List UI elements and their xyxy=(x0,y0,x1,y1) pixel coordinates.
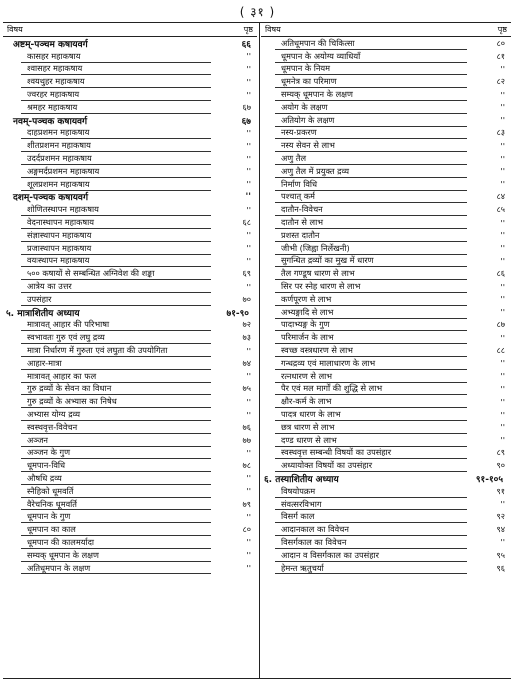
entry-page: '' xyxy=(500,230,505,241)
entry-title: दातौन-विवेचन xyxy=(281,204,323,215)
entry-page: '' xyxy=(500,153,505,164)
entry-title: औषधि द्रव्य xyxy=(27,472,62,483)
entry-page: '' xyxy=(246,447,251,458)
entry-title: निर्माण विधि xyxy=(281,178,318,189)
entry-title: विसर्गकाल का विवेचन xyxy=(281,536,347,547)
entry-page: ७५ xyxy=(242,383,251,394)
contents-entry xyxy=(3,549,257,562)
entry-page: '' xyxy=(500,422,505,433)
left-column xyxy=(3,23,257,574)
entry-title: अङ्गमर्दप्रशमन महाकषाय xyxy=(27,165,100,176)
entry-page: '' xyxy=(500,396,505,407)
contents-entry xyxy=(261,370,511,383)
entry-title: दाहप्रशमन महाकषाय xyxy=(27,127,90,138)
entry-page: '' xyxy=(246,473,251,484)
contents-entry xyxy=(3,101,257,114)
chapter-row xyxy=(3,306,257,319)
entry-page: '' xyxy=(246,255,251,266)
entry-page: '' xyxy=(500,537,505,548)
contents-entry xyxy=(261,306,511,319)
entry-page: '' xyxy=(245,191,251,202)
contents-entry xyxy=(261,459,511,472)
entry-title: नस्य सेवन से लाभ xyxy=(281,140,335,151)
contents-entry xyxy=(261,357,511,370)
entry-page: '' xyxy=(500,383,505,394)
entry-title: कर्णपूरण से लाभ xyxy=(281,293,332,304)
contents-entry xyxy=(261,331,511,344)
entry-title: छत्र धारण से लाभ xyxy=(281,421,335,432)
entry-page: ७९ xyxy=(242,498,251,509)
contents-entry xyxy=(261,536,511,549)
contents-entry xyxy=(261,229,511,242)
entry-page: '' xyxy=(500,63,505,74)
entry-title: धूमपान की कालमर्यादा xyxy=(27,536,95,547)
entry-title: विषयोपक्रम xyxy=(281,485,316,496)
entry-title: नस्य-प्रकरण xyxy=(281,127,317,138)
entry-title: वेदनास्थापन महाकषाय xyxy=(27,217,94,228)
contents-entry xyxy=(3,523,257,536)
contents-entry xyxy=(3,229,257,242)
entry-page: '' xyxy=(246,371,251,382)
entry-page: '' xyxy=(500,89,505,100)
right-rows xyxy=(261,37,511,574)
entry-title: श्रमहर महाकषाय xyxy=(27,101,78,112)
chapter-row xyxy=(261,472,511,485)
contents-entry xyxy=(3,50,257,63)
contents-entry xyxy=(3,216,257,229)
contents-table xyxy=(3,22,511,679)
entry-page: '' xyxy=(246,563,251,574)
entry-title: प्रजास्थापन महाकषाय xyxy=(27,242,92,253)
entry-title: ५. मात्राशितीय अध्याय xyxy=(6,308,80,319)
contents-entry xyxy=(261,75,511,88)
entry-title: मात्रावत् आहार का फल xyxy=(27,370,97,381)
contents-entry xyxy=(3,498,257,511)
entry-title: उदर्दप्रशमन महाकषाय xyxy=(27,153,92,164)
entry-title: शोणितस्थापन महाकषाय xyxy=(27,204,99,215)
contents-entry xyxy=(3,267,257,280)
contents-entry xyxy=(261,485,511,498)
entry-title: आत्रेय का उत्तर xyxy=(27,281,72,292)
contents-entry xyxy=(261,421,511,434)
entry-title: धूमपान के गुण xyxy=(27,511,71,522)
contents-entry xyxy=(3,395,257,408)
entry-page: ८८ xyxy=(496,345,505,356)
entry-title: ज्वरहर महाकषाय xyxy=(27,89,80,100)
entry-title: धूमपान के नियम xyxy=(281,63,331,74)
left-page-header: पृष्ठ xyxy=(243,25,253,34)
entry-page: ९६ xyxy=(496,562,505,573)
entry-title: स्वभावतः गुरु एवं लघु द्रव्य xyxy=(27,332,105,343)
entry-page: '' xyxy=(246,243,251,254)
entry-page: '' xyxy=(500,371,505,382)
entry-title: क्षौर-कर्म के लाभ xyxy=(281,396,332,407)
entry-title: श्वासहर महाकषाय xyxy=(27,63,83,74)
entry-page: '' xyxy=(246,140,251,151)
entry-page: ७८ xyxy=(242,460,251,471)
entry-title: अतिधूमपान के लक्षण xyxy=(27,562,91,573)
entry-title: अध्यायोक्त विषयों का उपसंहार xyxy=(281,460,373,471)
entry-title: अभ्यङ्गादि से लाभ xyxy=(281,306,334,317)
entry-page: '' xyxy=(246,179,251,190)
entry-page: '' xyxy=(246,230,251,241)
entry-title: पादत्र धारण के लाभ xyxy=(281,409,341,419)
entry-page: ८६ xyxy=(496,268,505,279)
entry-page: '' xyxy=(500,409,505,420)
contents-entry xyxy=(3,75,257,88)
contents-entry xyxy=(261,280,511,293)
entry-title: शूलप्रशमन महाकषाय xyxy=(27,178,90,189)
section-heading-row xyxy=(3,191,257,204)
entry-page: '' xyxy=(246,76,251,87)
section-heading-row xyxy=(3,114,257,127)
entry-page: ९१-१०५ xyxy=(475,475,503,485)
contents-entry xyxy=(261,562,511,575)
entry-page: ७० xyxy=(242,293,251,304)
entry-title: दशम्-पञ्चक कषायवर्ग xyxy=(13,193,89,204)
entry-title: वैरेचनिक धूमवर्ति xyxy=(27,498,77,509)
entry-title: सुगन्धित द्रव्यों का मुख में धारण xyxy=(281,255,374,266)
entry-page: '' xyxy=(246,396,251,407)
column-divider xyxy=(259,23,260,678)
entry-title: वयःस्थापन महाकषाय xyxy=(27,255,90,266)
entry-title: सिर पर स्नेह धारण से लाभ xyxy=(281,281,361,292)
entry-page: '' xyxy=(246,89,251,100)
entry-page: ९४ xyxy=(496,524,505,535)
contents-entry xyxy=(3,319,257,332)
contents-entry xyxy=(261,203,511,216)
contents-entry xyxy=(3,434,257,447)
entry-page: ६७ xyxy=(242,101,251,112)
contents-entry xyxy=(3,178,257,191)
contents-entry xyxy=(261,88,511,101)
entry-title: दण्ड धारण से लाभ xyxy=(281,434,337,445)
right-column xyxy=(261,23,511,574)
entry-title: अञ्जन xyxy=(27,434,48,445)
entry-title: मात्रा निर्धारण में गुरुता एवं लघुता की उपयोगिता xyxy=(27,345,168,356)
contents-entry xyxy=(3,165,257,178)
entry-page: '' xyxy=(500,435,505,446)
contents-entry xyxy=(261,383,511,396)
entry-page: '' xyxy=(500,499,505,510)
contents-entry xyxy=(261,216,511,229)
entry-title: रत्नधारण से लाभ xyxy=(281,370,332,381)
entry-title: संवत्सरविभाग xyxy=(281,498,322,509)
entry-page: '' xyxy=(246,486,251,497)
entry-page: ७६ xyxy=(242,421,251,432)
section-heading-row xyxy=(3,37,257,50)
contents-entry xyxy=(3,472,257,485)
entry-page: ७७ xyxy=(242,434,251,445)
entry-title: सम्यक् धूमपान के लक्षण xyxy=(27,549,99,560)
entry-page: '' xyxy=(246,153,251,164)
entry-page: '' xyxy=(246,345,251,356)
left-rows xyxy=(3,37,257,574)
contents-entry xyxy=(261,37,511,50)
contents-entry xyxy=(3,331,257,344)
contents-entry xyxy=(261,191,511,204)
contents-entry xyxy=(261,447,511,460)
entry-page: '' xyxy=(500,358,505,369)
entry-page: ९१ xyxy=(496,485,505,496)
contents-entry xyxy=(261,267,511,280)
entry-page: '' xyxy=(500,217,505,228)
entry-page: '' xyxy=(246,166,251,177)
entry-page: ९२ xyxy=(496,511,505,522)
contents-entry xyxy=(3,447,257,460)
entry-title: नवम्-पञ्चक कषायवर्ग xyxy=(13,116,88,127)
contents-entry xyxy=(261,255,511,268)
contents-entry xyxy=(3,280,257,293)
entry-page: '' xyxy=(246,63,251,74)
contents-entry xyxy=(3,63,257,76)
entry-page: '' xyxy=(500,243,505,254)
contents-entry xyxy=(261,510,511,523)
contents-entry xyxy=(3,459,257,472)
entry-page: ७१-९० xyxy=(226,308,249,319)
contents-entry xyxy=(261,523,511,536)
entry-page: '' xyxy=(500,294,505,305)
contents-entry xyxy=(261,242,511,255)
entry-title: अष्टम्-पञ्चम कषायवर्ग xyxy=(13,39,88,50)
contents-entry xyxy=(261,152,511,165)
entry-title: शीतप्रशमन महाकषाय xyxy=(27,140,91,151)
entry-page: ८२ xyxy=(496,76,505,87)
entry-page: '' xyxy=(500,255,505,266)
entry-title: धूमपान का काल xyxy=(27,524,76,535)
entry-page: ६७ xyxy=(241,116,251,127)
entry-page: ८९ xyxy=(496,447,505,458)
entry-page: '' xyxy=(246,537,251,548)
entry-title: श्वयथुहर महाकषाय xyxy=(27,76,85,87)
contents-entry xyxy=(261,101,511,114)
contents-entry xyxy=(3,152,257,165)
contents-entry xyxy=(3,127,257,140)
entry-page: '' xyxy=(500,179,505,190)
entry-page: ८१ xyxy=(496,50,505,61)
entry-title: प्रशस्त दातौन xyxy=(281,229,320,240)
contents-entry xyxy=(3,421,257,434)
entry-page: '' xyxy=(246,409,251,420)
contents-entry xyxy=(3,357,257,370)
entry-page: ९० xyxy=(496,460,505,471)
right-column-header xyxy=(261,23,511,37)
contents-entry xyxy=(3,203,257,216)
entry-page: ८७ xyxy=(496,319,505,330)
entry-title: गुरु द्रव्यों के सेवन का विधान xyxy=(27,383,112,394)
contents-entry xyxy=(3,293,257,306)
entry-title: धूमनेत्र का परिमाण xyxy=(281,76,337,87)
entry-title: धूमपान के अयोग्य व्याधियाँ xyxy=(281,50,361,61)
entry-title: ६. तस्याशितीय अध्याय xyxy=(264,475,339,485)
entry-title: अणु तैल xyxy=(281,153,306,164)
contents-entry xyxy=(3,510,257,523)
contents-entry xyxy=(261,63,511,76)
contents-entry xyxy=(3,562,257,575)
right-subject-header: विषय xyxy=(265,25,281,34)
contents-entry xyxy=(261,408,511,421)
entry-title: पश्चात् कर्म xyxy=(281,191,315,202)
contents-entry xyxy=(261,50,511,63)
contents-entry xyxy=(261,127,511,140)
entry-title: आदान व विसर्गकाल का उपसंहार xyxy=(281,549,380,560)
entry-page: '' xyxy=(500,140,505,151)
entry-page: ६८ xyxy=(242,217,251,228)
entry-page: ८४ xyxy=(496,191,505,202)
entry-page: ८० xyxy=(496,37,505,48)
entry-title: स्वस्थवृत्त सम्बन्धी विषयों का उपसंहार xyxy=(281,447,392,458)
contents-entry xyxy=(261,434,511,447)
contents-entry xyxy=(261,395,511,408)
entry-title: अतियोग के लक्षण xyxy=(281,114,335,125)
entry-title: धूमपान-विधि xyxy=(27,460,66,471)
entry-title: आहार-मात्रा xyxy=(27,357,62,368)
entry-page: '' xyxy=(500,115,505,126)
entry-page: '' xyxy=(246,281,251,292)
entry-title: परिमार्जन के लाभ xyxy=(281,332,334,343)
entry-title: जीभी (जिह्वा निर्लेखनी) xyxy=(281,242,350,253)
entry-title: अञ्जन के गुण xyxy=(27,447,70,458)
entry-title: हेमन्त ऋतुचर्या xyxy=(281,562,324,573)
page-number: ( ३१ ) xyxy=(239,5,276,19)
contents-entry xyxy=(261,344,511,357)
entry-page: '' xyxy=(500,102,505,113)
entry-page: ७३ xyxy=(242,332,251,343)
entry-title: कासहर महाकषाय xyxy=(27,50,81,61)
entry-title: आदानकाल का विवेचन xyxy=(281,524,349,535)
contents-entry xyxy=(261,319,511,332)
contents-entry xyxy=(261,549,511,562)
entry-title: गुरु द्रव्यों के अभ्यास का निषेध xyxy=(27,396,117,407)
entry-page: '' xyxy=(500,166,505,177)
left-subject-header: विषय xyxy=(7,25,23,34)
entry-page: ८५ xyxy=(496,204,505,215)
contents-entry xyxy=(261,293,511,306)
entry-page: '' xyxy=(500,307,505,318)
entry-page: '' xyxy=(246,204,251,215)
contents-entry xyxy=(261,165,511,178)
contents-entry xyxy=(261,498,511,511)
right-page-header: पृष्ठ xyxy=(497,25,507,34)
entry-page: '' xyxy=(500,281,505,292)
entry-title: अणु तैल में प्रयुक्त द्रव्य xyxy=(281,165,350,176)
contents-entry xyxy=(3,370,257,383)
entry-title: पैर एवं मल मार्गों की शुद्धि से लाभ xyxy=(281,383,383,394)
entry-page: '' xyxy=(246,511,251,522)
entry-title: स्वस्थवृत्त-विवेचन xyxy=(27,421,78,432)
entry-title: स्वच्छ वस्त्रधारण से लाभ xyxy=(281,345,353,356)
entry-title: अयोग के लक्षण xyxy=(281,101,328,112)
entry-title: अतिधूमपान की चिकित्सा xyxy=(281,37,355,48)
entry-page: ८३ xyxy=(496,127,505,138)
contents-entry xyxy=(261,178,511,191)
contents-entry xyxy=(3,344,257,357)
contents-entry xyxy=(3,255,257,268)
entry-page: ७४ xyxy=(242,357,251,368)
contents-entry xyxy=(3,139,257,152)
entry-title: उपसंहार xyxy=(27,293,52,304)
entry-title: सम्यक् धूमपान के लक्षण xyxy=(281,89,353,100)
entry-title: पादाभ्यङ्ग के गुण xyxy=(281,319,330,330)
entry-page: '' xyxy=(500,332,505,343)
entry-page: '' xyxy=(246,550,251,561)
left-column-header xyxy=(3,23,257,37)
entry-page: '' xyxy=(246,127,251,138)
entry-title: संज्ञास्थापन महाकषाय xyxy=(27,229,92,240)
contents-entry xyxy=(261,114,511,127)
entry-page: ६९ xyxy=(242,268,251,279)
contents-entry xyxy=(3,242,257,255)
contents-entry xyxy=(3,383,257,396)
entry-page: ७२ xyxy=(242,319,251,330)
entry-title: दातौन से लाभ xyxy=(281,217,323,228)
entry-title: विसर्ग काल xyxy=(281,511,315,522)
contents-entry xyxy=(261,139,511,152)
entry-page: '' xyxy=(246,51,251,62)
contents-entry xyxy=(3,485,257,498)
entry-title: अभ्यास योग्य द्रव्य xyxy=(27,409,81,419)
entry-title: ५०० कषायों से सम्बन्धित अग्निवेश की शङ्का xyxy=(27,268,155,279)
entry-title: मात्रावत् आहार की परिभाषा xyxy=(27,319,110,330)
contents-entry xyxy=(3,88,257,101)
entry-title: गन्धद्रव्य एवं मालाधारण के लाभ xyxy=(281,357,376,368)
entry-title: स्नैहिको धूमवर्ति xyxy=(27,485,74,496)
entry-title: तैल गण्डूष धारण से लाभ xyxy=(281,268,355,279)
contents-entry xyxy=(3,536,257,549)
contents-entry xyxy=(3,408,257,421)
entry-page: ८० xyxy=(242,524,251,535)
entry-page: ९५ xyxy=(496,549,505,560)
entry-page: ६६ xyxy=(241,39,251,50)
